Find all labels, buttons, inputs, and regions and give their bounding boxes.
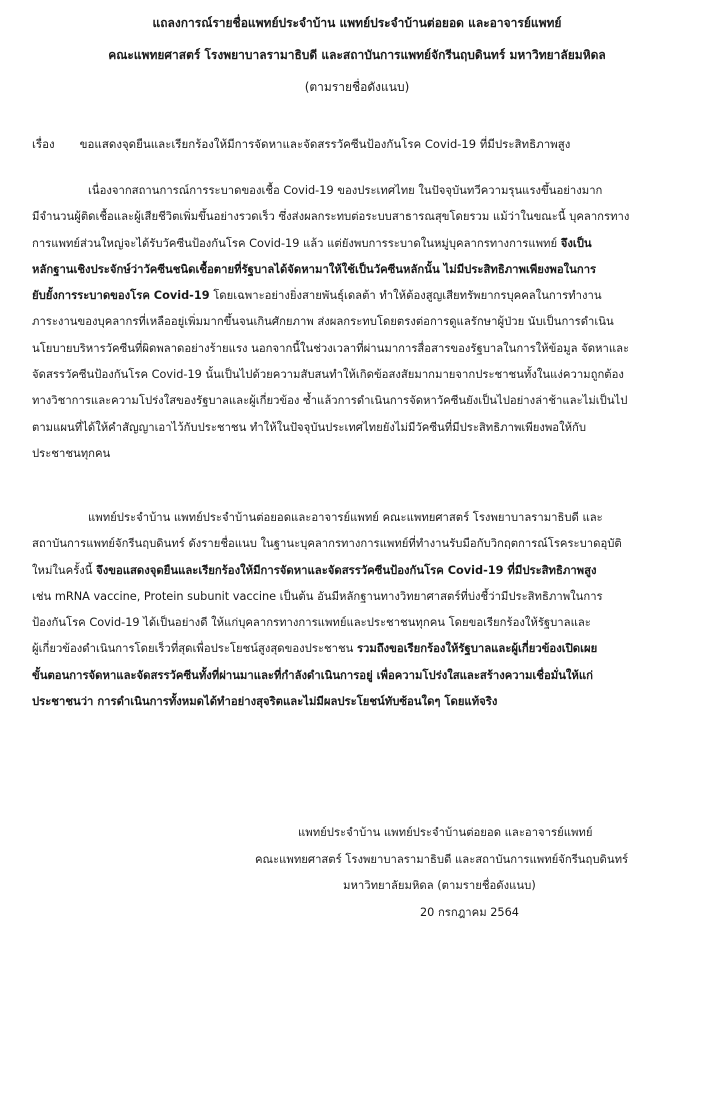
document-header — [0, 14, 714, 33]
header-note: (ตามรายชื่อดังแนบ) — [304, 80, 410, 94]
paragraph-2-line — [32, 636, 682, 662]
paragraph-2-line: ป้องกันโรค Covid-19 ได้เป็นอย่างดี ให้แก่บุคลากรทางการแพทย์และประชาชนทุกคน โดยขอเรียกร้องให้รัฐบาลและ — [32, 616, 591, 630]
paragraph-2-line: แพทย์ประจำบ้าน แพทย์ประจำบ้านต่อยอดและอาจารย์แพทย์ คณะแพทยศาสตร์ โรงพยาบาลรามาธิบดี และ — [88, 511, 603, 524]
paragraph-2-line: เช่น mRNA vaccine, Protein subunit vaccine เป็นต้น อันมีหลักฐานทางวิทยาศาสตร์ที่บ่งชี้ว่ามีประสิทธิภาพในการ — [32, 589, 603, 603]
paragraph-1-line — [32, 283, 682, 309]
paragraph-1-line: ตามแผนที่ได้ให้คำสัญญาเอาไว้กับประชาชน ทำให้ในปัจจุบันประเทศไทยยังไม่มีวัคซีนที่มีประสิทธิภาพเพียงพอให้กับ — [32, 420, 587, 434]
subject-line — [32, 136, 570, 154]
paragraph-1-line — [32, 231, 682, 257]
paragraph-1-line: ประชาชนทุกคน — [32, 446, 111, 460]
paragraph-2-line — [32, 558, 682, 584]
paragraph-1 — [32, 178, 682, 467]
subject-label: เรื่อง — [32, 137, 55, 151]
subject-text: ขอแสดงจุดยืนและเรียกร้องให้มีการจัดหาและจัดสรรวัคซีนป้องกันโรค Covid-19 ที่มีประสิทธิภาพสูง — [79, 137, 571, 151]
paragraph-1-line: ภาระงานของบุคลากรที่เหลืออยู่เพิ่มมากขึ้นจนเกินศักยภาพ ส่งผลกระทบโดยตรงต่อการดูแลรักษาผู้ป่วย นับเป็นการดำเนิน — [32, 315, 614, 329]
paragraph-2-line: ขั้นตอนการจัดหาและจัดสรรวัคซีนทั้งที่ผ่านมาและที่กำลังดำเนินการอยู่ เพื่อความโปร่งใสและสร้างความเชื่อมั่นให้แก่ — [32, 668, 593, 682]
paragraph-2-bold-text: จึงขอแสดงจุดยืนและเรียกร้องให้มีการจัดหาและจัดสรรวัคซีนป้องกันโรค Covid-19 ที่มีประสิทธิภาพสูง — [96, 563, 597, 577]
signature-line-2: คณะแพทยศาสตร์ โรงพยาบาลรามาธิบดี และสถาบันการแพทย์จักรีนฤบดินทร์ — [255, 852, 629, 866]
paragraph-1-text: โดยเฉพาะอย่างยิ่งสายพันธุ์เดลต้า ทำให้ต้องสูญเสียทรัพยากรบุคคลในการทำงาน — [209, 289, 602, 303]
paragraph-1-line: มีจำนวนผู้ติดเชื้อและผู้เสียชีวิตเพิ่มขึ้นอย่างรวดเร็ว ซึ่งส่งผลกระทบต่อระบบสาธารณสุขโดยรวม แม้ว่าในขณะนี้ บุคลากรทาง — [32, 210, 630, 224]
paragraph-1-bold-text: ยับยั้งการระบาดของโรค Covid-19 — [32, 289, 210, 303]
paragraph-1-bold-text: จึงเป็น — [560, 236, 592, 250]
signature-line-3: มหาวิทยาลัยมหิดล (ตามรายชื่อดังแนบ) — [343, 879, 536, 892]
header-title-line-1: แถลงการณ์รายชื่อแพทย์ประจำบ้าน แพทย์ประจำบ้านต่อยอด และอาจารย์แพทย์ — [152, 16, 562, 30]
signature-block — [0, 820, 714, 926]
paragraph-2-text: ใหม่ในครั้งนี้ — [32, 563, 97, 577]
document-header-2 — [0, 46, 714, 65]
paragraph-2-line: สถาบันการแพทย์จักรีนฤบดินทร์ ดังรายชื่อแนบ ในฐานะบุคลากรทางการแพทย์ที่ทำงานรับมือกับวิกฤตการณ์โรคระบาดอุบัติ — [32, 537, 622, 551]
paragraph-2-bold-text: รวมถึงขอเรียกร้องให้รัฐบาลและผู้เกี่ยวข้องเปิดเผย — [356, 642, 598, 656]
paragraph-1-line: เนื่องจากสถานการณ์การระบาดของเชื้อ Covid-19 ของประเทศไทย ในปัจจุบันทวีความรุนแรงขึ้นอย่างมาก — [88, 184, 603, 197]
paragraph-1-line: ทางวิชาการและความโปร่งใสของรัฐบาลและผู้เกี่ยวข้อง ซ้ำแล้วการดำเนินการจัดหาวัคซีนยังเป็นไปอย่างล่าช้าและไม่เป็นไป — [32, 394, 628, 408]
paragraph-1-line: นโยบายบริหารวัคซีนที่ผิดพลาดอย่างร้ายแรง นอกจากนี้ในช่วงเวลาที่ผ่านมาการสื่อสารของรัฐบาลในการให้ข้อมูล จัดหาและ — [32, 341, 630, 355]
paragraph-2-line: ประชาชนว่า การดำเนินการทั้งหมดได้ทำอย่างสุจริตและไม่มีผลประโยชน์ทับซ้อนใดๆ โดยแท้จริง — [32, 695, 498, 709]
document-header-3 — [0, 78, 714, 97]
paragraph-2-text: ผู้เกี่ยวข้องดำเนินการโดยเร็วที่สุดเพื่อประโยชน์สูงสุดของประชาชน — [32, 642, 357, 656]
signature-date: 20 กรกฎาคม 2564 — [420, 905, 519, 919]
paragraph-1-line: จัดสรรวัคซีนป้องกันโรค Covid-19 นั้นเป็นไปด้วยความสับสนทำให้เกิดข้อสงสัยมากมายจากประชาชนทั้งในแง่ความถูกต้อง — [32, 368, 624, 382]
paragraph-1-line: หลักฐานเชิงประจักษ์ว่าวัคซีนชนิดเชื้อตายที่รัฐบาลได้จัดหามาให้ใช้เป็นวัคซีนหลักนั้น ไม่มีประสิทธิภาพเพียงพอในการ — [32, 262, 597, 276]
header-title-line-2: คณะแพทยศาสตร์ โรงพยาบาลรามาธิบดี และสถาบันการแพทย์จักรีนฤบดินทร์ มหาวิทยาลัยมหิดล — [108, 48, 606, 62]
paragraph-1-text: การแพทย์ส่วนใหญ่จะได้รับวัคซีนป้องกันโรค Covid-19 แล้ว แต่ยังพบการระบาดในหมู่บุคลากรทางการแพทย์ — [32, 236, 561, 250]
paragraph-2 — [32, 505, 682, 715]
signature-line-1: แพทย์ประจำบ้าน แพทย์ประจำบ้านต่อยอด และอาจารย์แพทย์ — [298, 826, 593, 839]
